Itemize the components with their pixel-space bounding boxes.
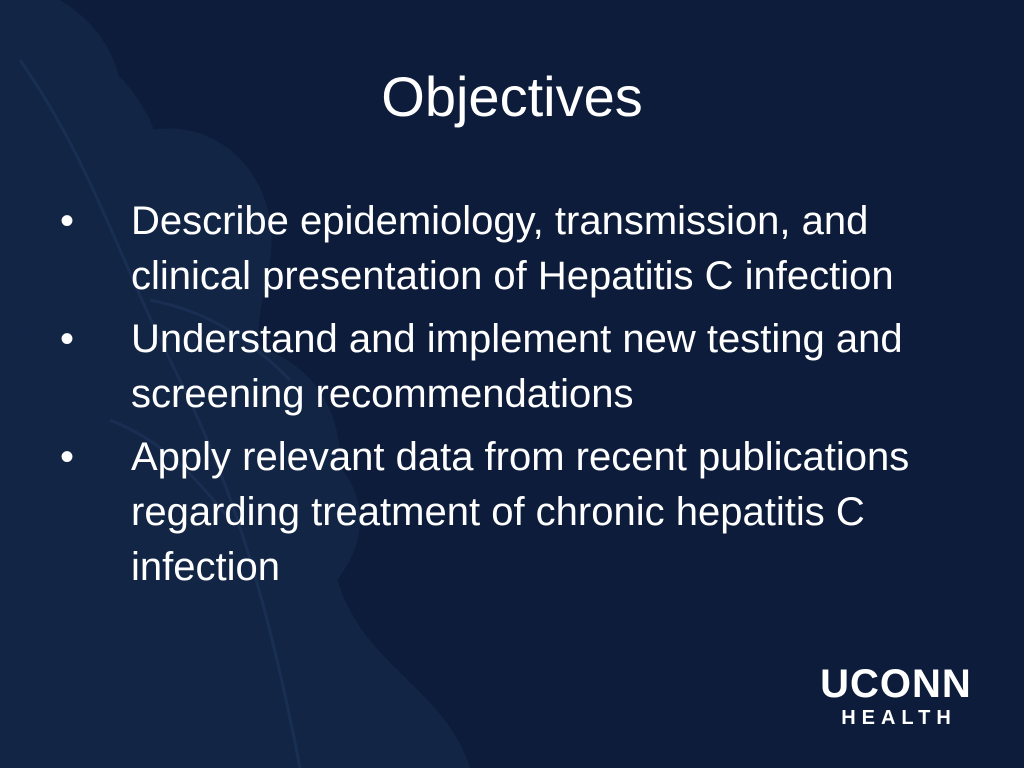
objective-item [0,430,1024,595]
objectives-list [0,194,1024,603]
uconn-health-logo [812,664,980,728]
objective-text: Apply relevant data from recent publications regarding treatment of chronic hepatitis C infection [131,435,910,589]
objective-text: Describe epidemiology, transmission, and clinical presentation of Hepatitis C infection [131,199,894,298]
bullet-icon: • [60,435,75,479]
objective-item [0,194,1024,304]
logo-line-uconn: UCONN [820,662,972,706]
bullet-icon: • [60,199,75,243]
objective-text: Understand and implement new testing and screening recommendations [131,317,903,416]
objective-item [0,312,1024,422]
logo-line-health: HEALTH [841,707,957,729]
bullet-icon: • [60,317,75,361]
slide-title: Objectives [381,65,643,128]
